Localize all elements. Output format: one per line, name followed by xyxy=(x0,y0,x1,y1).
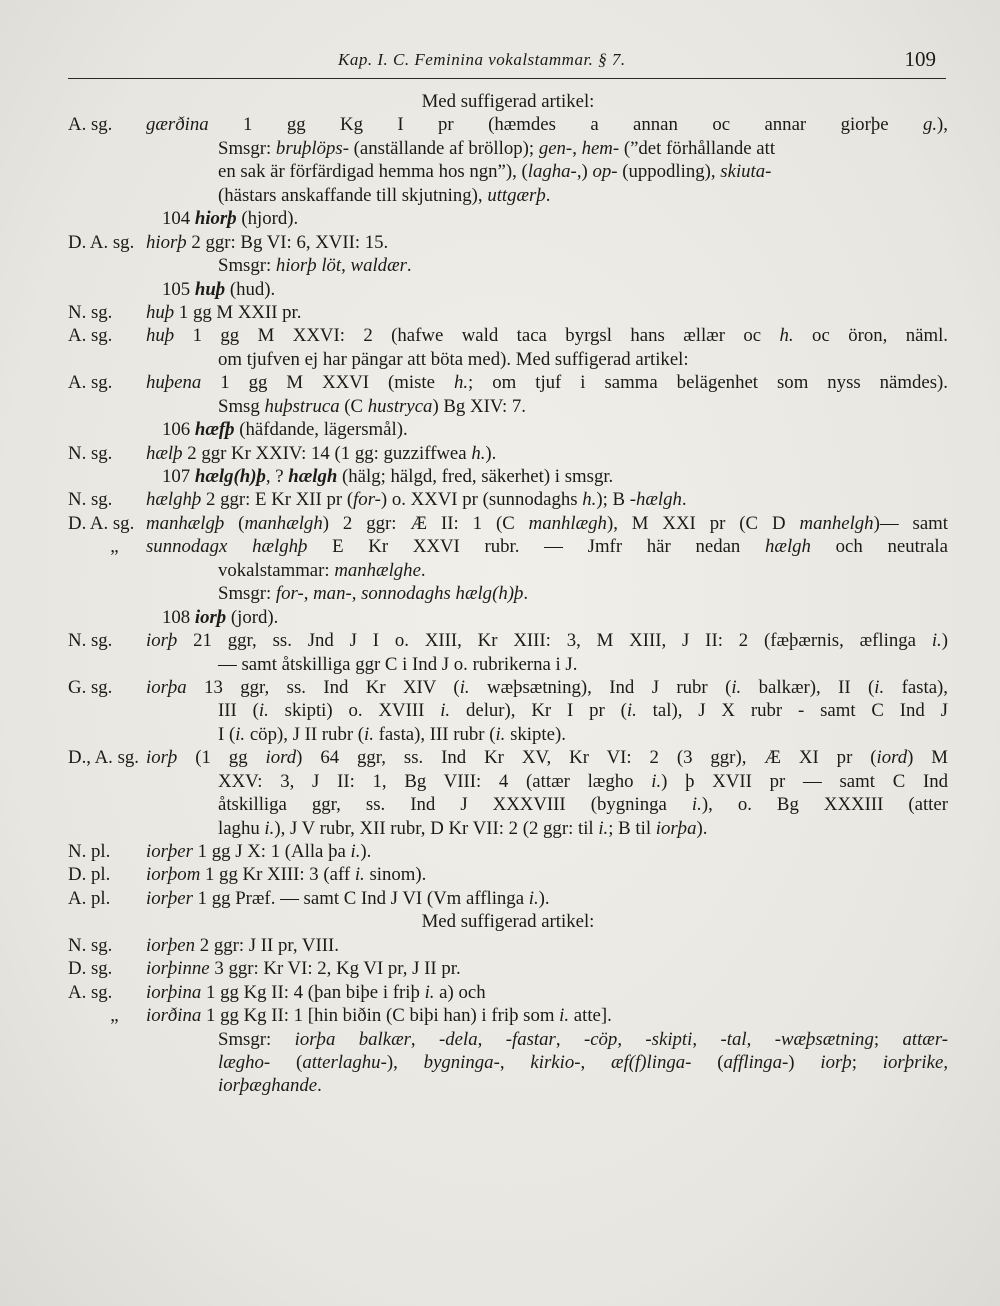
text-line xyxy=(68,371,948,394)
text-line xyxy=(68,113,948,136)
grammar-label: D. A. sg. xyxy=(68,231,135,253)
entry-text: iorþa 13 ggr, ss. Ind Kr XIV (i. wæþsætning), Ind J rubr (i. balkær), II (i. fasta), xyxy=(146,676,948,698)
text-line xyxy=(68,957,948,980)
entry-text: (hästars anskaffande till skjutning), uttgærþ. xyxy=(218,184,551,206)
entry-text: en sak är förfärdigad hemma hos ngn”), (lagha-,) op- (uppodling), skiuta- xyxy=(218,161,772,183)
entry-text: Med suffigerad artikel: xyxy=(421,91,595,112)
entry-text: Smsg huþstruca (C hustryca) Bg XIV: 7. xyxy=(218,395,526,417)
entry-text: iorþer 1 gg J X: 1 (Alla þa i.). xyxy=(146,841,372,862)
grammar-label: N. pl. xyxy=(68,841,111,862)
text-line xyxy=(68,1074,948,1097)
entry-text: laghu i.), J V rubr, XII rubr, D Kr VII: 2 (2 ggr: til i.; B til iorþa). xyxy=(218,817,708,839)
text-line xyxy=(68,817,948,840)
text-line xyxy=(68,793,948,816)
text-line xyxy=(68,184,948,207)
grammar-label: G. sg. xyxy=(68,676,113,698)
grammar-label: D. sg. xyxy=(68,958,113,980)
text-line xyxy=(68,418,948,441)
entry-text: Smsgr: iorþa balkær, -dela, -fastar, -cöp, -skipti, -tal, -wæþsætning; attær- xyxy=(218,1028,949,1050)
entry-text: gærðina 1 gg Kg I pr (hæmdes a annan oc annar giorþe g.), xyxy=(146,114,948,136)
entry-text: I (i. cöp), J II rubr (i. fasta), III rubr (i. skipte). xyxy=(218,723,566,745)
grammar-label: N. sg. xyxy=(68,301,113,323)
grammar-label: A. sg. xyxy=(68,372,113,394)
text-line xyxy=(68,863,948,886)
text-line xyxy=(68,582,948,605)
entry-text: III (i. skipti) o. XVIII i. delur), Kr I pr (i. tal), J X rubr - samt C Ind J xyxy=(218,700,948,722)
entry-heading: 104 hiorþ (hjord). xyxy=(162,208,299,230)
text-line xyxy=(68,981,948,1004)
text-line xyxy=(68,207,948,230)
entry-text: iorþ (1 gg iord) 64 ggr, ss. Ind Kr XV, Kr VI: 2 (3 ggr), Æ XI pr (iord) M xyxy=(146,747,949,769)
text-line xyxy=(68,676,948,699)
entry-text: hælghþ 2 ggr: E Kr XII pr (for-) o. XXVI pr (sunnodaghs h.); B -hælgh. xyxy=(146,489,687,511)
grammar-label: A. pl. xyxy=(68,887,111,909)
text-line xyxy=(68,442,948,465)
text-line xyxy=(68,465,948,488)
entry-text: hælþ 2 ggr Kr XXIV: 14 (1 gg: guzziffwea h.). xyxy=(146,442,497,464)
entry-text: Smsgr: for-, man-, sonnodaghs hælg(h)þ. xyxy=(218,583,529,605)
entry-text: iorþ 21 ggr, ss. Jnd J I o. XIII, Kr XIII: 3, M XIII, J II: 2 (fæþærnis, æflinga i.) xyxy=(146,630,948,652)
entry-heading: 107 hælg(h)þ, ? hælgh (hälg; hälgd, fred, säkerhet) i smsgr. xyxy=(162,466,614,487)
text-line xyxy=(68,699,948,722)
entry-text: iorþom 1 gg Kr XIII: 3 (aff i. sinom). xyxy=(146,864,427,886)
text-line xyxy=(68,324,948,347)
text-line xyxy=(68,840,948,863)
entry-text: manhælgþ (manhælgh) 2 ggr: Æ II: 1 (C manhlægh), M XXI pr (C D manhelgh)— samt xyxy=(146,512,949,534)
grammar-label: D., A. sg. xyxy=(68,747,139,769)
text-line xyxy=(68,934,948,957)
entry-heading: 108 iorþ (jord). xyxy=(162,606,279,628)
entry-text: iorþina 1 gg Kg II: 4 (þan biþe i friþ i. a) och xyxy=(146,981,486,1003)
entry-text: XXV: 3, J II: 1, Bg VIII: 4 (attær lægho i.) þ XVII pr — samt C Ind xyxy=(218,770,948,792)
entry-text: iorþæghande. xyxy=(218,1075,322,1097)
page-number: 109 xyxy=(904,47,936,71)
page-body xyxy=(68,90,948,1098)
text-line xyxy=(68,231,948,254)
entry-text: åtskilliga ggr, ss. Ind J XXXVIII (bygninga i.), o. Bg XXXIII (atter xyxy=(218,794,948,816)
entry-text: — samt åtskilliga ggr C i Ind J o. rubrikerna i J. xyxy=(218,653,578,675)
entry-text: huþena 1 gg M XXVI (miste h.; om tjuf i samma belägenhet som nyss nämdes). xyxy=(146,372,948,394)
text-line xyxy=(68,653,948,676)
entry-text: Smsgr: bruþlöps- (anställande af bröllop); gen-, hem- (”det förhållande att xyxy=(218,137,776,159)
text-line xyxy=(68,535,948,558)
entry-text: Med suffigerad artikel: xyxy=(421,911,595,933)
grammar-label: N. sg. xyxy=(68,442,113,464)
text-line xyxy=(68,1028,948,1051)
grammar-label: N. sg. xyxy=(68,934,113,956)
entry-text: iorþer 1 gg Præf. — samt C Ind J VI (Vm afflinga i.). xyxy=(146,887,550,909)
text-line xyxy=(68,1004,948,1027)
text-line xyxy=(68,887,948,910)
grammar-label: A. sg. xyxy=(68,981,113,1003)
entry-text: lægho- (atterlaghu-), bygninga-, kirkio-, æf(f)linga- (afflinga-) iorþ; iorþrike, xyxy=(218,1051,949,1073)
grammar-label: „ xyxy=(68,536,119,558)
text-line xyxy=(68,348,948,371)
entry-text: iorþinne 3 ggr: Kr VI: 2, Kg VI pr, J II pr. xyxy=(146,958,461,980)
text-line xyxy=(68,160,948,183)
text-line xyxy=(68,606,948,629)
entry-text: iorðina 1 gg Kg II: 1 [hin biðin (C biþi han) i friþ som i. atte]. xyxy=(146,1005,612,1027)
entry-text: huþ 1 gg M XXII pr. xyxy=(146,301,302,323)
grammar-label: A. sg. xyxy=(68,325,113,347)
text-line xyxy=(68,910,948,933)
entry-text: vokalstammar: manhælghe. xyxy=(218,559,426,581)
running-title: Kap. I. C. Feminina vokalstammar. § 7. xyxy=(338,50,626,69)
entry-text: om tjufven ej har pängar att böta med). Med suffigerad artikel: xyxy=(218,348,689,370)
grammar-label: N. sg. xyxy=(68,489,113,511)
text-line xyxy=(68,723,948,746)
entry-heading: 106 hæfþ (häfdande, lägersmål). xyxy=(162,419,408,441)
text-line xyxy=(68,90,948,113)
text-line xyxy=(68,254,948,277)
page-header xyxy=(68,48,946,79)
text-line xyxy=(68,395,948,418)
text-line xyxy=(68,746,948,769)
entry-text: Smsgr: hiorþ löt, waldær. xyxy=(218,255,412,277)
entry-heading: 105 huþ (hud). xyxy=(162,278,276,300)
grammar-label: N. sg. xyxy=(68,630,113,652)
text-line xyxy=(68,512,948,535)
text-line xyxy=(68,278,948,301)
grammar-label: D. A. sg. xyxy=(68,512,135,534)
entry-text: sunnodagx hælghþ E Kr XXVI rubr. — Jmfr här nedan hælgh och neutrala xyxy=(146,536,948,558)
text-line xyxy=(68,488,948,511)
entry-text: huþ 1 gg M XXVI: 2 (hafwe wald taca byrgsl hans ællær oc h. oc öron, näml. xyxy=(146,325,949,347)
text-line xyxy=(68,629,948,652)
entry-text: iorþen 2 ggr: J II pr, VIII. xyxy=(146,934,339,956)
grammar-label: „ xyxy=(68,1005,119,1027)
text-line xyxy=(68,559,948,582)
text-line xyxy=(68,770,948,793)
entry-text: hiorþ 2 ggr: Bg VI: 6, XVII: 15. xyxy=(146,231,389,253)
text-line xyxy=(68,301,948,324)
grammar-label: D. pl. xyxy=(68,864,111,886)
grammar-label: A. sg. xyxy=(68,114,113,136)
text-line xyxy=(68,1051,948,1074)
text-line xyxy=(68,137,948,160)
